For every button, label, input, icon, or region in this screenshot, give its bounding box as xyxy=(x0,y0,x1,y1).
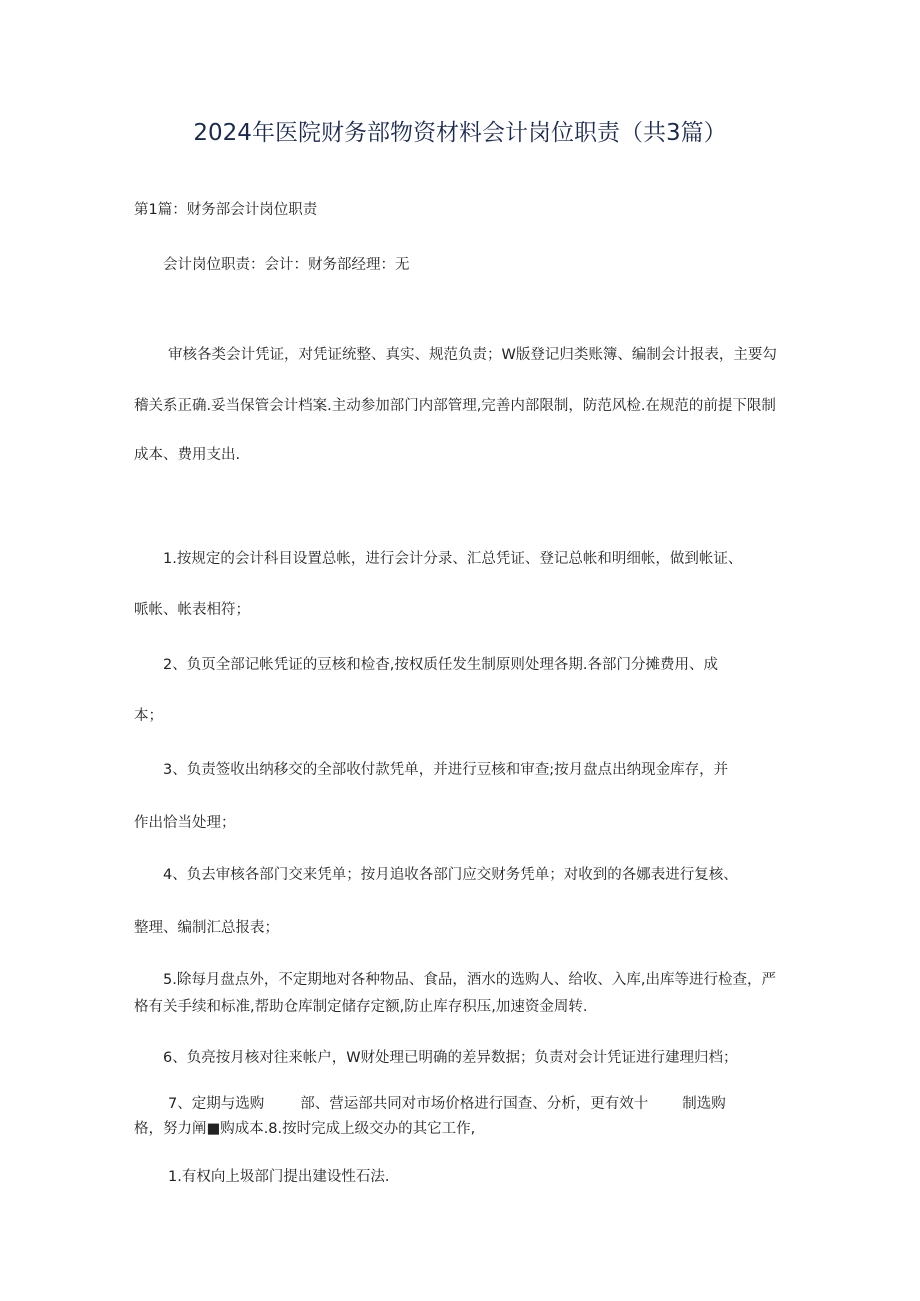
duty-item-6: 6、负亮按月核对往来帐户，W财处理已明确的差异数据；负责对会计凭证进行建理归档； xyxy=(163,1050,738,1066)
duty-item-7-line-1 xyxy=(168,1094,726,1114)
duty-item-7-part-a: 7、定期与选购 xyxy=(168,1096,265,1112)
duty-item-4-line-1: 4、负去审核各部门交来凭单；按月追收各部门应交财务凭单；对收到的各娜表进行复核、 xyxy=(163,867,738,883)
duty-item-7-line-2: 格，努力阐■购成本.8.按时完成上级交办的其它工作, xyxy=(134,1121,476,1137)
summary-line-3: 成本、费用支出. xyxy=(134,447,241,463)
duty-item-4-line-2: 整理、编制汇总报表； xyxy=(134,920,279,936)
duty-item-3-line-1: 3、负责签收出纳移交的全部收付款凭单，并进行豆核和审查;按月盘点出纳现金库存，并 xyxy=(163,762,729,778)
summary-line-2: 稽关系正确.妥当保管会计档案.主动参加部门内部管理,完善内部限制，防范风检.在规范的前提下限制 xyxy=(134,398,776,414)
position-info: 会计岗位职责：会计：财务部经理：无 xyxy=(163,257,410,273)
duty-item-2-line-1: 2、负页全部记帐凭证的豆核和检杳,按权质任发生制原则处理各期.各部门分摊费用、成 xyxy=(163,657,718,673)
duty-item-3-line-2: 作出恰当处理； xyxy=(134,815,236,831)
duty-item-1-line-2: 哌帐、帐表相符； xyxy=(134,602,250,618)
document-title: 2024年医院财务部物资材料会计岗位职责（共3篇） xyxy=(193,120,727,146)
authority-item-1: 1.有权向上圾部门提出建设性石法. xyxy=(168,1169,390,1185)
summary-line-1: 审核各类会计凭证，对凭证统整、真实、规范负责；W版登记归类账簿、编制会计报表，主要勾 xyxy=(168,347,777,363)
duty-item-5-line-1: 5.除每月盘点外，不定期地对各种物品、食品，酒水的选购人、给收、入库,出库等进行检查，严 xyxy=(163,972,776,988)
section1-heading: 第1篇：财务部会计岗位职责 xyxy=(134,202,318,218)
duty-item-7-part-b: 部、营运部共同对市场价格进行国查、分析，更有效十 xyxy=(300,1096,649,1112)
duty-item-1-line-1: 1.按规定的会计科目设置总帐，进行会计分录、汇总凭证、登记总帐和明细帐，做到帐证、 xyxy=(163,551,743,567)
duty-item-2-line-2: 本； xyxy=(134,708,163,724)
duty-item-7-part-c: 制选购 xyxy=(682,1096,726,1112)
duty-item-5-line-2: 格有关手续和标准,帮助仓库制定储存定额,防止库存积压,加速资金周转. xyxy=(134,999,588,1015)
